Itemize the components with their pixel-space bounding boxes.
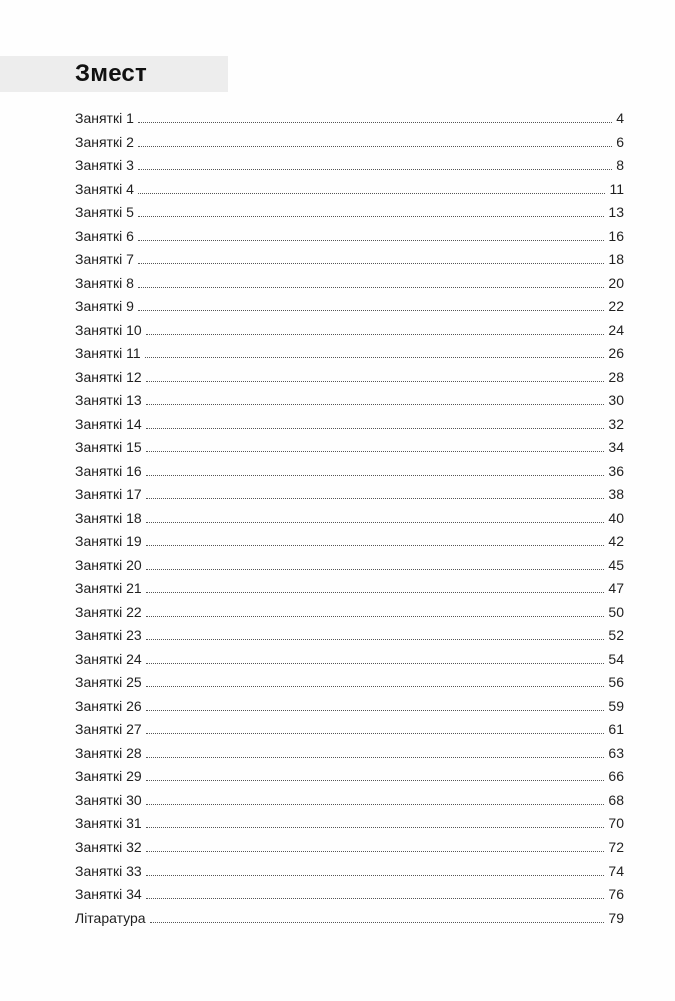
- toc-entry-label: Заняткі 16: [75, 462, 142, 479]
- toc-page-number: 50: [608, 603, 624, 620]
- toc-dot-leader: [138, 145, 612, 147]
- toc-page-number: 79: [608, 909, 624, 926]
- toc-page-number: 4: [616, 110, 624, 126]
- toc-page-number: 42: [608, 533, 624, 550]
- toc-row: [75, 507, 624, 531]
- toc-dot-leader: [146, 427, 605, 429]
- toc-entry-label: Заняткі 1: [75, 110, 134, 126]
- toc-page-number: 32: [608, 415, 624, 432]
- toc-page-number: 36: [608, 462, 624, 479]
- toc-page-number: 74: [608, 862, 624, 879]
- toc-dot-leader: [146, 897, 605, 899]
- toc-entry-label: Заняткі 25: [75, 674, 142, 691]
- toc-page-number: 47: [608, 580, 624, 597]
- toc-entry-label: Заняткі 5: [75, 204, 134, 221]
- toc-entry-label: Заняткі 6: [75, 227, 134, 244]
- toc-page-number: 66: [608, 768, 624, 785]
- toc-row: [75, 178, 624, 202]
- toc-row: [75, 319, 624, 343]
- toc-row: [75, 648, 624, 672]
- toc-entry-label: Заняткі 20: [75, 556, 142, 573]
- toc-dot-leader: [138, 309, 605, 311]
- toc-page-number: 68: [608, 791, 624, 808]
- toc-dot-leader: [146, 474, 605, 476]
- toc-entry-label: Заняткі 17: [75, 486, 142, 503]
- toc-row: [75, 765, 624, 789]
- toc-page-number: 11: [609, 180, 624, 197]
- toc-entry-label: Заняткі 8: [75, 274, 134, 291]
- toc-row: [75, 812, 624, 836]
- toc-row: [75, 366, 624, 390]
- toc-dot-leader: [146, 497, 605, 499]
- toc-page-number: 63: [608, 744, 624, 761]
- toc-page-number: 56: [608, 674, 624, 691]
- toc-dot-leader: [146, 826, 605, 828]
- toc-dot-leader: [146, 615, 605, 617]
- toc-entry-label: Заняткі 29: [75, 768, 142, 785]
- toc-entry-label: Заняткі 3: [75, 157, 134, 174]
- toc-row: [75, 295, 624, 319]
- toc-page-number: 38: [608, 486, 624, 503]
- toc-entry-label: Заняткі 13: [75, 392, 142, 409]
- page-title: Змест: [75, 60, 147, 87]
- toc-page-number: 16: [608, 227, 624, 244]
- toc-entry-label: Заняткі 24: [75, 650, 142, 667]
- toc-entry-label: Заняткі 27: [75, 721, 142, 738]
- toc-page-number: 76: [608, 886, 624, 903]
- toc-row: [75, 107, 624, 131]
- toc-entry-label: Заняткі 14: [75, 415, 142, 432]
- toc-page-number: 34: [608, 439, 624, 456]
- toc-page-number: 18: [608, 251, 624, 268]
- toc-row: [75, 860, 624, 884]
- toc-dot-leader: [138, 121, 612, 123]
- toc-entry-label: Літаратура: [75, 909, 146, 926]
- toc-row: [75, 460, 624, 484]
- toc-dot-leader: [138, 168, 612, 170]
- toc-page-number: 54: [608, 650, 624, 667]
- toc-page-number: 26: [608, 345, 624, 362]
- toc-dot-leader: [138, 286, 605, 288]
- toc-row: [75, 272, 624, 296]
- toc-dot-leader: [146, 779, 605, 781]
- toc-dot-leader: [146, 380, 605, 382]
- toc-row: [75, 789, 624, 813]
- toc-row: [75, 577, 624, 601]
- toc-entry-label: Заняткі 26: [75, 697, 142, 714]
- toc-page-number: 22: [608, 298, 624, 315]
- toc-dot-leader: [146, 591, 605, 593]
- toc-row: [75, 413, 624, 437]
- toc-entry-label: Заняткі 28: [75, 744, 142, 761]
- toc-row: [75, 601, 624, 625]
- toc-entry-label: Заняткі 31: [75, 815, 142, 832]
- toc-dot-leader: [146, 803, 605, 805]
- toc-dot-leader: [146, 521, 605, 523]
- toc-row: [75, 483, 624, 507]
- toc-dot-leader: [146, 403, 605, 405]
- toc-dot-leader: [146, 568, 605, 570]
- toc-dot-leader: [146, 732, 605, 734]
- toc-row: [75, 201, 624, 225]
- toc-page-number: 24: [608, 321, 624, 338]
- toc-dot-leader: [146, 450, 605, 452]
- toc-entry-label: Заняткі 15: [75, 439, 142, 456]
- toc-row: [75, 225, 624, 249]
- toc-row: [75, 883, 624, 907]
- toc-entry-label: Заняткі 22: [75, 603, 142, 620]
- toc-page-number: 59: [608, 697, 624, 714]
- toc-page-number: 52: [608, 627, 624, 644]
- toc-dot-leader: [138, 239, 605, 241]
- toc-dot-leader: [138, 215, 605, 217]
- toc-dot-leader: [138, 192, 606, 194]
- toc-page-number: 40: [608, 509, 624, 526]
- toc-dot-leader: [146, 638, 605, 640]
- toc-page-number: 45: [608, 556, 624, 573]
- toc-page-number: 70: [608, 815, 624, 832]
- toc-page-number: 30: [608, 392, 624, 409]
- toc-dot-leader: [146, 333, 605, 335]
- toc-row: [75, 671, 624, 695]
- toc-row: [75, 836, 624, 860]
- toc-row: [75, 436, 624, 460]
- toc-row: [75, 742, 624, 766]
- toc-dot-leader: [146, 544, 605, 546]
- toc-dot-leader: [146, 756, 605, 758]
- toc-entry-label: Заняткі 4: [75, 180, 134, 197]
- toc-page-number: 13: [608, 204, 624, 221]
- toc-dot-leader: [146, 850, 605, 852]
- table-of-contents: [75, 107, 624, 930]
- toc-row: [75, 530, 624, 554]
- toc-row: [75, 554, 624, 578]
- toc-entry-label: Заняткі 2: [75, 133, 134, 150]
- toc-entry-label: Заняткі 33: [75, 862, 142, 879]
- toc-row: [75, 907, 624, 931]
- toc-dot-leader: [146, 685, 605, 687]
- toc-entry-label: Заняткі 30: [75, 791, 142, 808]
- toc-entry-label: Заняткі 21: [75, 580, 142, 597]
- toc-dot-leader: [145, 356, 605, 358]
- toc-dot-leader: [146, 709, 605, 711]
- toc-dot-leader: [146, 874, 605, 876]
- toc-page-number: 6: [616, 133, 624, 150]
- toc-dot-leader: [150, 921, 605, 923]
- toc-entry-label: Заняткі 19: [75, 533, 142, 550]
- toc-entry-label: Заняткі 34: [75, 886, 142, 903]
- toc-dot-leader: [146, 662, 605, 664]
- toc-entry-label: Заняткі 32: [75, 838, 142, 855]
- toc-page-number: 28: [608, 368, 624, 385]
- toc-page-number: 72: [608, 838, 624, 855]
- toc-page-number: 8: [616, 157, 624, 174]
- toc-page-number: 20: [608, 274, 624, 291]
- toc-row: [75, 389, 624, 413]
- toc-entry-label: Заняткі 12: [75, 368, 142, 385]
- toc-row: [75, 718, 624, 742]
- toc-row: [75, 695, 624, 719]
- toc-row: [75, 248, 624, 272]
- toc-entry-label: Заняткі 9: [75, 298, 134, 315]
- toc-row: [75, 624, 624, 648]
- toc-page-number: 61: [608, 721, 624, 738]
- toc-dot-leader: [138, 262, 605, 264]
- toc-row: [75, 131, 624, 155]
- toc-entry-label: Заняткі 23: [75, 627, 142, 644]
- toc-row: [75, 342, 624, 366]
- toc-entry-label: Заняткі 18: [75, 509, 142, 526]
- toc-row: [75, 154, 624, 178]
- toc-entry-label: Заняткі 7: [75, 251, 134, 268]
- toc-entry-label: Заняткі 10: [75, 321, 142, 338]
- toc-entry-label: Заняткі 11: [75, 345, 141, 362]
